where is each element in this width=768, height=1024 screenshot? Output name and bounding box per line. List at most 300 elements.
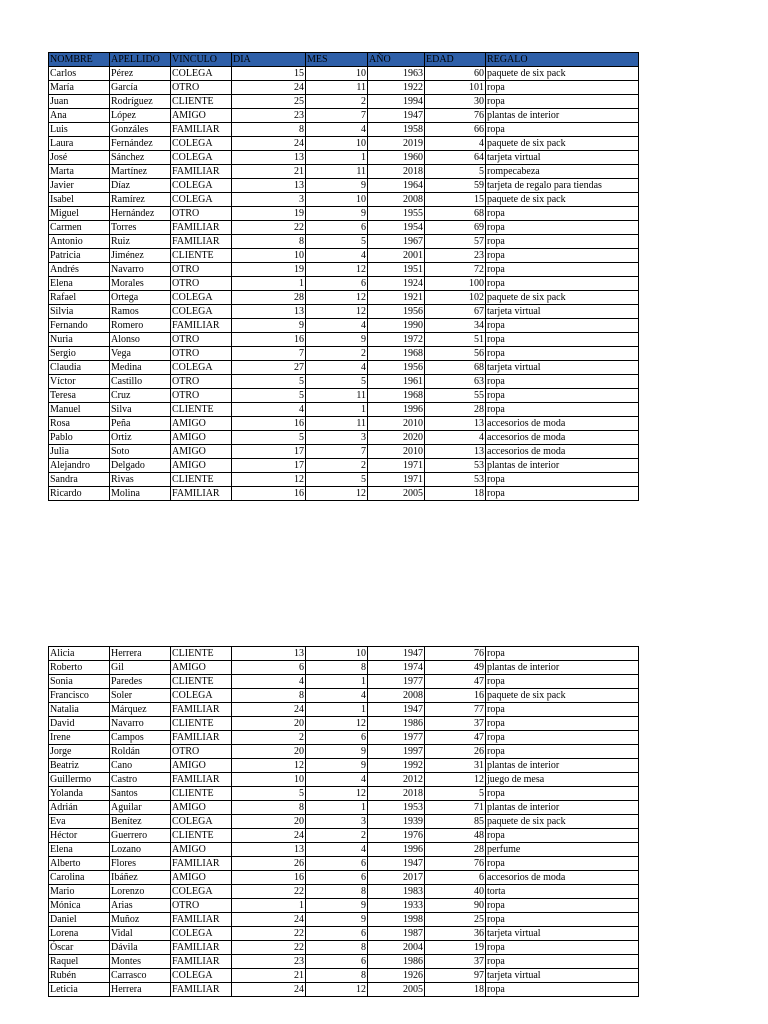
cell-nombre: Fernando <box>49 319 110 333</box>
cell-vinculo: OTRO <box>171 263 232 277</box>
cell-regalo: accesorios de moda <box>486 871 639 885</box>
cell-nombre: Andrés <box>49 263 110 277</box>
header-edad: EDAD <box>425 53 486 67</box>
cell-dia: 20 <box>232 815 306 829</box>
cell-edad: 66 <box>425 123 486 137</box>
cell-dia: 16 <box>232 333 306 347</box>
cell-mes: 7 <box>306 445 368 459</box>
cell-vinculo: CLIENTE <box>171 249 232 263</box>
cell-nombre: Ana <box>49 109 110 123</box>
cell-apellido: Ruiz <box>110 235 171 249</box>
cell-anio: 1956 <box>368 361 425 375</box>
cell-mes: 4 <box>306 361 368 375</box>
table-row <box>49 759 639 773</box>
cell-anio: 1926 <box>368 969 425 983</box>
cell-regalo: ropa <box>486 473 639 487</box>
cell-vinculo: OTRO <box>171 389 232 403</box>
cell-nombre: Héctor <box>49 829 110 843</box>
cell-vinculo: AMIGO <box>171 445 232 459</box>
cell-anio: 1953 <box>368 801 425 815</box>
cell-mes: 4 <box>306 689 368 703</box>
table-row <box>49 473 639 487</box>
cell-apellido: Herrera <box>110 647 171 661</box>
cell-regalo: plantas de interior <box>486 759 639 773</box>
cell-mes: 2 <box>306 829 368 843</box>
cell-anio: 1997 <box>368 745 425 759</box>
cell-dia: 5 <box>232 787 306 801</box>
table-row <box>49 983 639 997</box>
cell-regalo: ropa <box>486 221 639 235</box>
cell-apellido: Gonzáles <box>110 123 171 137</box>
table-row <box>49 871 639 885</box>
cell-regalo: ropa <box>486 787 639 801</box>
cell-edad: 72 <box>425 263 486 277</box>
cell-dia: 16 <box>232 417 306 431</box>
cell-edad: 71 <box>425 801 486 815</box>
cell-anio: 1971 <box>368 459 425 473</box>
cell-anio: 2010 <box>368 417 425 431</box>
table-row <box>49 81 639 95</box>
cell-mes: 12 <box>306 983 368 997</box>
cell-mes: 5 <box>306 473 368 487</box>
cell-vinculo: FAMILIAR <box>171 319 232 333</box>
cell-nombre: Isabel <box>49 193 110 207</box>
cell-anio: 2001 <box>368 249 425 263</box>
table-row <box>49 815 639 829</box>
cell-vinculo: AMIGO <box>171 109 232 123</box>
cell-mes: 4 <box>306 843 368 857</box>
cell-nombre: Irene <box>49 731 110 745</box>
cell-apellido: Sánchez <box>110 151 171 165</box>
cell-dia: 3 <box>232 193 306 207</box>
cell-edad: 5 <box>425 787 486 801</box>
cell-vinculo: AMIGO <box>171 661 232 675</box>
cell-anio: 1947 <box>368 109 425 123</box>
cell-apellido: Delgado <box>110 459 171 473</box>
cell-anio: 1922 <box>368 81 425 95</box>
cell-anio: 1998 <box>368 913 425 927</box>
cell-apellido: Roldán <box>110 745 171 759</box>
cell-dia: 21 <box>232 165 306 179</box>
cell-regalo: ropa <box>486 347 639 361</box>
cell-nombre: Juan <box>49 95 110 109</box>
cell-regalo: ropa <box>486 731 639 745</box>
cell-edad: 77 <box>425 703 486 717</box>
cell-apellido: Romero <box>110 319 171 333</box>
cell-dia: 16 <box>232 487 306 501</box>
cell-anio: 1971 <box>368 473 425 487</box>
table-row <box>49 703 639 717</box>
cell-nombre: Nuria <box>49 333 110 347</box>
table-row <box>49 291 639 305</box>
cell-anio: 1955 <box>368 207 425 221</box>
cell-vinculo: FAMILIAR <box>171 221 232 235</box>
cell-dia: 8 <box>232 123 306 137</box>
cell-regalo: ropa <box>486 375 639 389</box>
cell-vinculo: COLEGA <box>171 815 232 829</box>
cell-dia: 22 <box>232 885 306 899</box>
table-row <box>49 249 639 263</box>
cell-mes: 8 <box>306 661 368 675</box>
cell-nombre: Patricia <box>49 249 110 263</box>
table-row <box>49 137 639 151</box>
cell-regalo: ropa <box>486 123 639 137</box>
table-row <box>49 179 639 193</box>
table-row <box>49 235 639 249</box>
cell-apellido: López <box>110 109 171 123</box>
cell-mes: 5 <box>306 375 368 389</box>
cell-nombre: Leticia <box>49 983 110 997</box>
cell-apellido: Soler <box>110 689 171 703</box>
cell-vinculo: CLIENTE <box>171 675 232 689</box>
cell-apellido: Paredes <box>110 675 171 689</box>
cell-anio: 1954 <box>368 221 425 235</box>
cell-dia: 19 <box>232 263 306 277</box>
cell-mes: 8 <box>306 941 368 955</box>
table-row <box>49 689 639 703</box>
cell-dia: 1 <box>232 277 306 291</box>
cell-anio: 2020 <box>368 431 425 445</box>
table-row <box>49 221 639 235</box>
cell-edad: 40 <box>425 885 486 899</box>
cell-regalo: paquete de six pack <box>486 137 639 151</box>
cell-vinculo: COLEGA <box>171 969 232 983</box>
cell-edad: 68 <box>425 361 486 375</box>
cell-vinculo: FAMILIAR <box>171 487 232 501</box>
cell-dia: 24 <box>232 703 306 717</box>
cell-apellido: Guerrero <box>110 829 171 843</box>
cell-mes: 10 <box>306 67 368 81</box>
cell-mes: 9 <box>306 899 368 913</box>
cell-nombre: Raquel <box>49 955 110 969</box>
cell-edad: 64 <box>425 151 486 165</box>
cell-edad: 97 <box>425 969 486 983</box>
cell-vinculo: FAMILIAR <box>171 703 232 717</box>
header-anio: AÑO <box>368 53 425 67</box>
table-row <box>49 95 639 109</box>
cell-dia: 5 <box>232 431 306 445</box>
cell-anio: 2005 <box>368 487 425 501</box>
cell-apellido: Herrera <box>110 983 171 997</box>
table-row <box>49 375 639 389</box>
cell-apellido: Hernández <box>110 207 171 221</box>
cell-nombre: Luis <box>49 123 110 137</box>
cell-dia: 13 <box>232 305 306 319</box>
cell-apellido: Santos <box>110 787 171 801</box>
cell-mes: 1 <box>306 675 368 689</box>
cell-mes: 8 <box>306 969 368 983</box>
cell-anio: 1968 <box>368 347 425 361</box>
cell-apellido: Vidal <box>110 927 171 941</box>
table-row <box>49 731 639 745</box>
cell-nombre: Mario <box>49 885 110 899</box>
table-row <box>49 487 639 501</box>
table-row <box>49 801 639 815</box>
table-row <box>49 403 639 417</box>
cell-mes: 6 <box>306 731 368 745</box>
cell-nombre: Sandra <box>49 473 110 487</box>
cell-anio: 2008 <box>368 689 425 703</box>
cell-anio: 1939 <box>368 815 425 829</box>
cell-vinculo: COLEGA <box>171 361 232 375</box>
cell-edad: 49 <box>425 661 486 675</box>
cell-regalo: ropa <box>486 389 639 403</box>
cell-apellido: Jiménez <box>110 249 171 263</box>
cell-anio: 2017 <box>368 871 425 885</box>
cell-anio: 2018 <box>368 787 425 801</box>
cell-apellido: Márquez <box>110 703 171 717</box>
cell-mes: 4 <box>306 249 368 263</box>
cell-apellido: Ramírez <box>110 193 171 207</box>
cell-mes: 2 <box>306 459 368 473</box>
table-row <box>49 277 639 291</box>
cell-nombre: Rafael <box>49 291 110 305</box>
cell-mes: 11 <box>306 81 368 95</box>
cell-apellido: Morales <box>110 277 171 291</box>
cell-vinculo: COLEGA <box>171 291 232 305</box>
cell-edad: 37 <box>425 717 486 731</box>
cell-mes: 10 <box>306 647 368 661</box>
table-row <box>49 165 639 179</box>
cell-vinculo: CLIENTE <box>171 95 232 109</box>
cell-edad: 67 <box>425 305 486 319</box>
cell-apellido: Medina <box>110 361 171 375</box>
cell-regalo: plantas de interior <box>486 109 639 123</box>
cell-dia: 13 <box>232 151 306 165</box>
table-row <box>49 661 639 675</box>
cell-nombre: Pablo <box>49 431 110 445</box>
cell-nombre: Francisco <box>49 689 110 703</box>
cell-dia: 23 <box>232 109 306 123</box>
cell-edad: 28 <box>425 403 486 417</box>
cell-edad: 19 <box>425 941 486 955</box>
cell-edad: 12 <box>425 773 486 787</box>
cell-nombre: Julia <box>49 445 110 459</box>
cell-edad: 101 <box>425 81 486 95</box>
header-row <box>49 53 639 67</box>
cell-nombre: José <box>49 151 110 165</box>
cell-anio: 2018 <box>368 165 425 179</box>
cell-apellido: Gil <box>110 661 171 675</box>
cell-anio: 1951 <box>368 263 425 277</box>
cell-apellido: Lozano <box>110 843 171 857</box>
cell-anio: 1947 <box>368 857 425 871</box>
cell-edad: 76 <box>425 857 486 871</box>
cell-vinculo: FAMILIAR <box>171 941 232 955</box>
cell-nombre: Eva <box>49 815 110 829</box>
cell-vinculo: COLEGA <box>171 305 232 319</box>
cell-anio: 1956 <box>368 305 425 319</box>
cell-nombre: Natalia <box>49 703 110 717</box>
cell-vinculo: AMIGO <box>171 871 232 885</box>
cell-apellido: Peña <box>110 417 171 431</box>
cell-dia: 17 <box>232 459 306 473</box>
cell-apellido: Dávila <box>110 941 171 955</box>
cell-dia: 19 <box>232 207 306 221</box>
cell-vinculo: AMIGO <box>171 843 232 857</box>
cell-edad: 23 <box>425 249 486 263</box>
cell-edad: 68 <box>425 207 486 221</box>
cell-apellido: Alonso <box>110 333 171 347</box>
cell-dia: 26 <box>232 857 306 871</box>
cell-apellido: Martínez <box>110 165 171 179</box>
cell-regalo: tarjeta virtual <box>486 305 639 319</box>
cell-vinculo: CLIENTE <box>171 829 232 843</box>
table-row <box>49 927 639 941</box>
table-row <box>49 193 639 207</box>
cell-vinculo: OTRO <box>171 375 232 389</box>
birthday-table-1 <box>48 52 639 501</box>
cell-edad: 90 <box>425 899 486 913</box>
cell-mes: 1 <box>306 801 368 815</box>
table-row <box>49 773 639 787</box>
cell-nombre: Daniel <box>49 913 110 927</box>
cell-regalo: ropa <box>486 955 639 969</box>
cell-apellido: Molina <box>110 487 171 501</box>
cell-mes: 9 <box>306 179 368 193</box>
cell-vinculo: AMIGO <box>171 459 232 473</box>
cell-regalo: tarjeta de regalo para tiendas <box>486 179 639 193</box>
header-vinculo: VINCULO <box>171 53 232 67</box>
cell-nombre: Sergio <box>49 347 110 361</box>
table-row <box>49 109 639 123</box>
cell-edad: 31 <box>425 759 486 773</box>
cell-dia: 24 <box>232 137 306 151</box>
cell-apellido: Ortega <box>110 291 171 305</box>
cell-mes: 11 <box>306 165 368 179</box>
cell-anio: 2005 <box>368 983 425 997</box>
cell-anio: 2008 <box>368 193 425 207</box>
cell-apellido: Ortiz <box>110 431 171 445</box>
cell-apellido: Lorenzo <box>110 885 171 899</box>
cell-regalo: ropa <box>486 403 639 417</box>
cell-anio: 1967 <box>368 235 425 249</box>
table-row <box>49 123 639 137</box>
cell-anio: 1924 <box>368 277 425 291</box>
cell-nombre: David <box>49 717 110 731</box>
cell-anio: 2010 <box>368 445 425 459</box>
cell-regalo: paquete de six pack <box>486 291 639 305</box>
cell-mes: 12 <box>306 263 368 277</box>
cell-anio: 1994 <box>368 95 425 109</box>
cell-apellido: Benítez <box>110 815 171 829</box>
cell-mes: 9 <box>306 759 368 773</box>
table-row <box>49 745 639 759</box>
cell-dia: 10 <box>232 773 306 787</box>
table-row <box>49 389 639 403</box>
cell-regalo: ropa <box>486 703 639 717</box>
cell-nombre: Rosa <box>49 417 110 431</box>
cell-nombre: Carmen <box>49 221 110 235</box>
cell-edad: 102 <box>425 291 486 305</box>
table-row <box>49 857 639 871</box>
cell-regalo: ropa <box>486 983 639 997</box>
cell-regalo: ropa <box>486 857 639 871</box>
header-nombre: NOMBRE <box>49 53 110 67</box>
cell-mes: 4 <box>306 319 368 333</box>
cell-vinculo: AMIGO <box>171 417 232 431</box>
cell-vinculo: COLEGA <box>171 137 232 151</box>
cell-nombre: Lorena <box>49 927 110 941</box>
cell-edad: 6 <box>425 871 486 885</box>
cell-apellido: Vega <box>110 347 171 361</box>
cell-mes: 10 <box>306 137 368 151</box>
cell-edad: 36 <box>425 927 486 941</box>
cell-anio: 1976 <box>368 829 425 843</box>
header-apellido: APELLIDO <box>110 53 171 67</box>
cell-mes: 7 <box>306 109 368 123</box>
cell-apellido: Cano <box>110 759 171 773</box>
table-row <box>49 885 639 899</box>
cell-regalo: paquete de six pack <box>486 689 639 703</box>
cell-vinculo: OTRO <box>171 347 232 361</box>
cell-anio: 2019 <box>368 137 425 151</box>
cell-anio: 1958 <box>368 123 425 137</box>
cell-regalo: ropa <box>486 319 639 333</box>
table-row <box>49 431 639 445</box>
cell-regalo: ropa <box>486 81 639 95</box>
table-2-body <box>49 647 639 997</box>
cell-vinculo: CLIENTE <box>171 473 232 487</box>
cell-dia: 8 <box>232 689 306 703</box>
cell-apellido: Rivas <box>110 473 171 487</box>
cell-edad: 76 <box>425 109 486 123</box>
table-row <box>49 717 639 731</box>
cell-vinculo: AMIGO <box>171 759 232 773</box>
cell-mes: 4 <box>306 123 368 137</box>
cell-mes: 4 <box>306 773 368 787</box>
cell-apellido: Navarro <box>110 263 171 277</box>
cell-mes: 8 <box>306 885 368 899</box>
birthday-table-2 <box>48 646 639 997</box>
cell-dia: 23 <box>232 955 306 969</box>
cell-nombre: Claudia <box>49 361 110 375</box>
table-row <box>49 305 639 319</box>
cell-nombre: Mónica <box>49 899 110 913</box>
cell-dia: 2 <box>232 731 306 745</box>
cell-edad: 51 <box>425 333 486 347</box>
cell-dia: 22 <box>232 927 306 941</box>
cell-mes: 12 <box>306 291 368 305</box>
table-row <box>49 955 639 969</box>
cell-vinculo: FAMILIAR <box>171 913 232 927</box>
cell-nombre: María <box>49 81 110 95</box>
cell-edad: 48 <box>425 829 486 843</box>
cell-dia: 9 <box>232 319 306 333</box>
cell-nombre: Adrián <box>49 801 110 815</box>
cell-edad: 13 <box>425 445 486 459</box>
cell-regalo: ropa <box>486 249 639 263</box>
cell-vinculo: OTRO <box>171 207 232 221</box>
cell-nombre: Silvia <box>49 305 110 319</box>
cell-apellido: Ibáñez <box>110 871 171 885</box>
cell-vinculo: CLIENTE <box>171 787 232 801</box>
cell-mes: 3 <box>306 815 368 829</box>
cell-anio: 1977 <box>368 731 425 745</box>
cell-apellido: García <box>110 81 171 95</box>
cell-apellido: Silva <box>110 403 171 417</box>
cell-vinculo: COLEGA <box>171 67 232 81</box>
cell-dia: 22 <box>232 221 306 235</box>
cell-mes: 11 <box>306 417 368 431</box>
cell-apellido: Rodríguez <box>110 95 171 109</box>
cell-vinculo: COLEGA <box>171 689 232 703</box>
table-row <box>49 787 639 801</box>
table-row <box>49 361 639 375</box>
table-row <box>49 829 639 843</box>
cell-anio: 1961 <box>368 375 425 389</box>
cell-nombre: Javier <box>49 179 110 193</box>
